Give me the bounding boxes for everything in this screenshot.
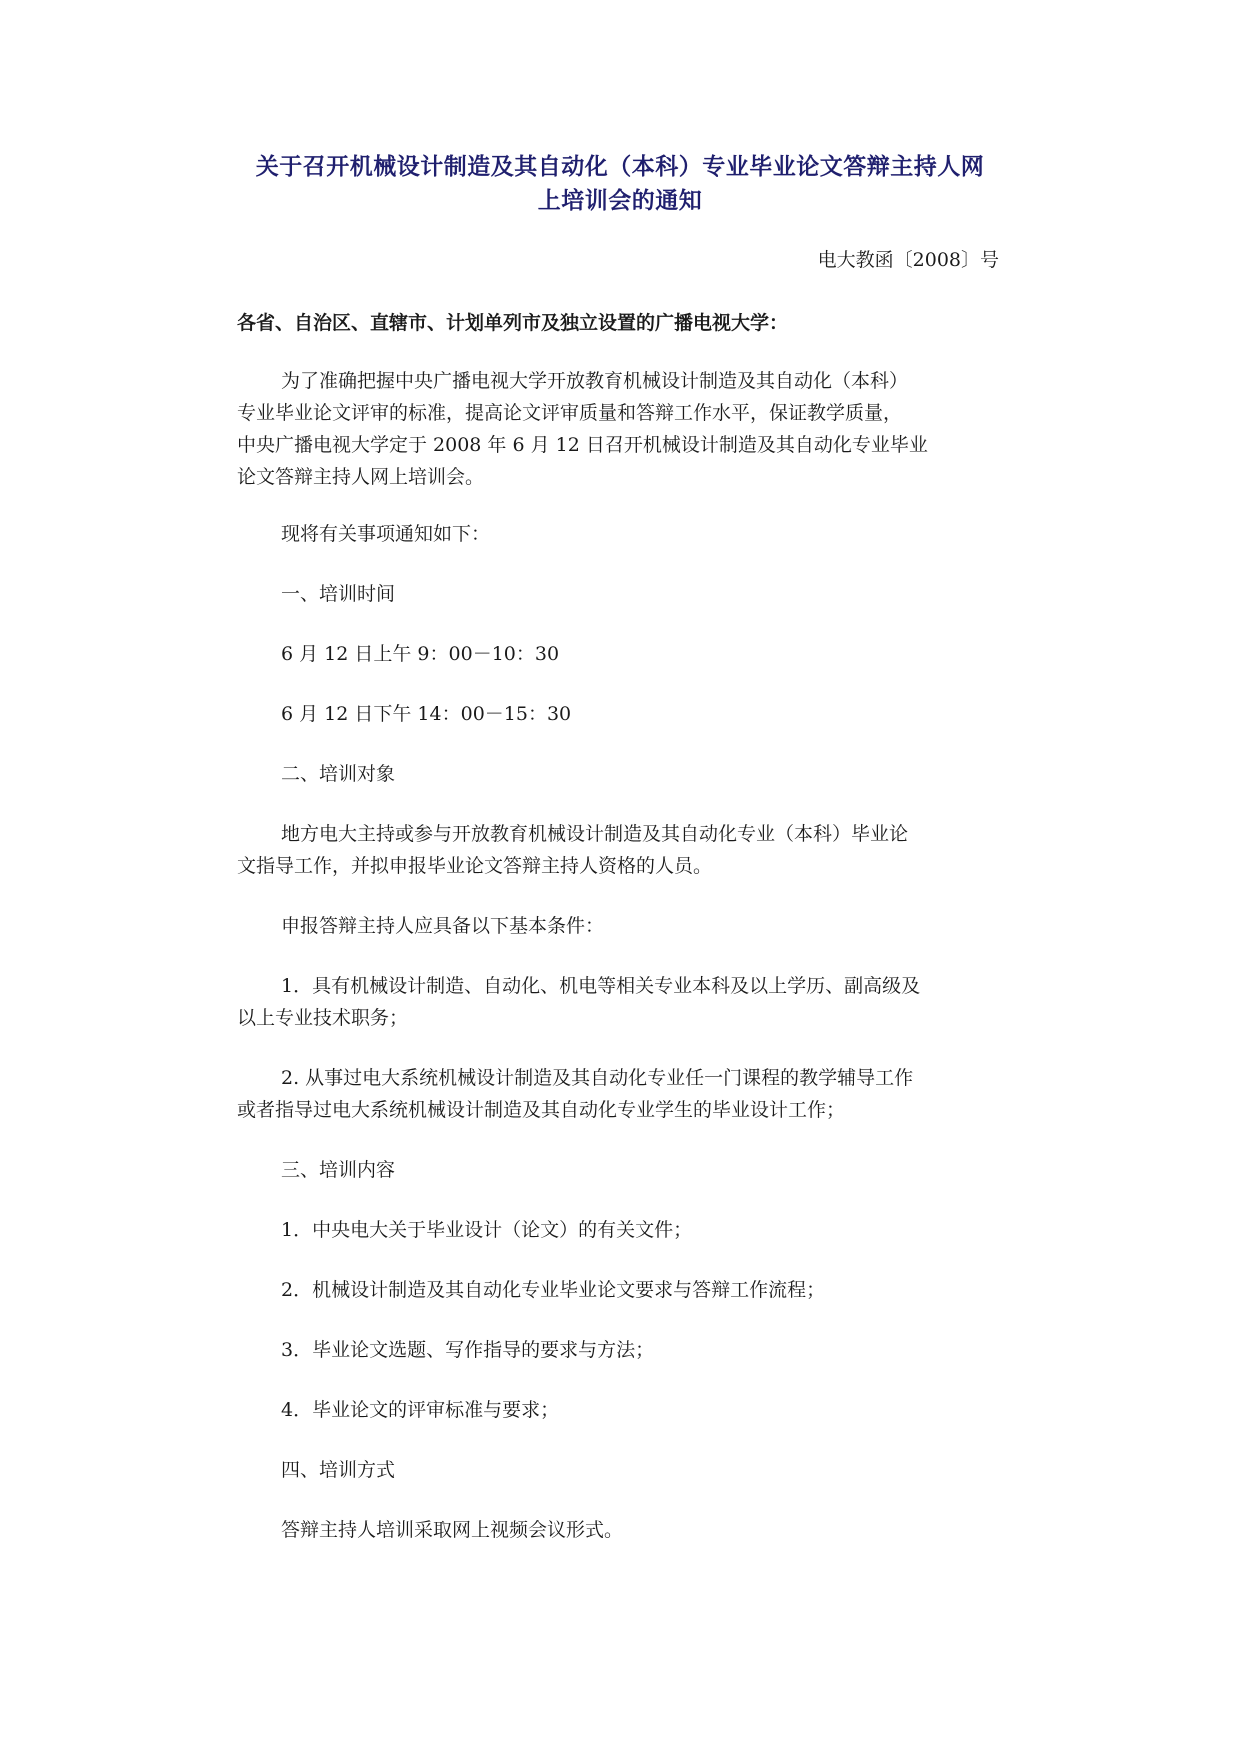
- target-paragraph: [237, 818, 1007, 882]
- condition-1-line-2: 以上专业技术职务；: [237, 1007, 409, 1029]
- target-line-2: 文指导工作，并拟申报毕业论文答辩主持人资格的人员。: [237, 855, 713, 877]
- condition-2-line-2: 或者指导过电大系统机械设计制造及其自动化专业学生的毕业设计工作；: [237, 1099, 846, 1121]
- intro-line-3: 中央广播电视大学定于 2008 年 6 月 12 日召开机械设计制造及其自动化专业毕业: [237, 434, 928, 456]
- condition-1: [237, 970, 1007, 1034]
- intro-line-4: 论文答辩主持人网上培训会。: [237, 466, 485, 488]
- condition-1-line-1: 1．具有机械设计制造、自动化、机电等相关专业本科及以上学历、副高级及: [281, 975, 921, 997]
- content-item-3: 3．毕业论文选题、写作指导的要求与方法；: [281, 1339, 655, 1361]
- training-time-afternoon: 6 月 12 日下午 14：00－15：30: [281, 703, 572, 725]
- condition-2: [237, 1062, 1007, 1126]
- section-4-heading: 四、培训方式: [281, 1459, 396, 1481]
- content-item-2: 2．机械设计制造及其自动化专业毕业论文要求与答辩工作流程；: [281, 1279, 826, 1301]
- section-3-heading: 三、培训内容: [281, 1159, 396, 1181]
- notice-title: [230, 150, 1010, 218]
- title-line-1: 关于召开机械设计制造及其自动化（本科）专业毕业论文答辩主持人网: [255, 154, 985, 180]
- section-1-heading: 一、培训时间: [281, 583, 396, 605]
- condition-2-line-1: 2. 从事过电大系统机械设计制造及其自动化专业任一门课程的教学辅导工作: [281, 1067, 914, 1089]
- intro-line-1: 为了准确把握中央广播电视大学开放教育机械设计制造及其自动化（本科）: [281, 370, 909, 392]
- training-method: 答辩主持人培训采取网上视频会议形式。: [281, 1519, 624, 1541]
- section-2-heading: 二、培训对象: [281, 763, 396, 785]
- intro-line-2: 专业毕业论文评审的标准，提高论文评审质量和答辩工作水平，保证教学质量，: [237, 402, 903, 424]
- content-item-4: 4．毕业论文的评审标准与要求；: [281, 1399, 560, 1421]
- intro-paragraph: [237, 365, 1007, 493]
- document-number: 电大教函〔2008〕号: [817, 249, 999, 271]
- target-line-1: 地方电大主持或参与开放教育机械设计制造及其自动化专业（本科）毕业论: [281, 823, 909, 845]
- title-line-2: 上培训会的通知: [537, 188, 703, 214]
- training-time-morning: 6 月 12 日上午 9：00－10：30: [281, 643, 560, 665]
- salutation: 各省、自治区、直辖市、计划单列市及独立设置的广播电视大学：: [237, 312, 789, 334]
- content-item-1: 1．中央电大关于毕业设计（论文）的有关文件；: [281, 1219, 693, 1241]
- conditions-intro: 申报答辩主持人应具备以下基本条件：: [281, 915, 605, 937]
- notice-intro: 现将有关事项通知如下：: [281, 523, 491, 545]
